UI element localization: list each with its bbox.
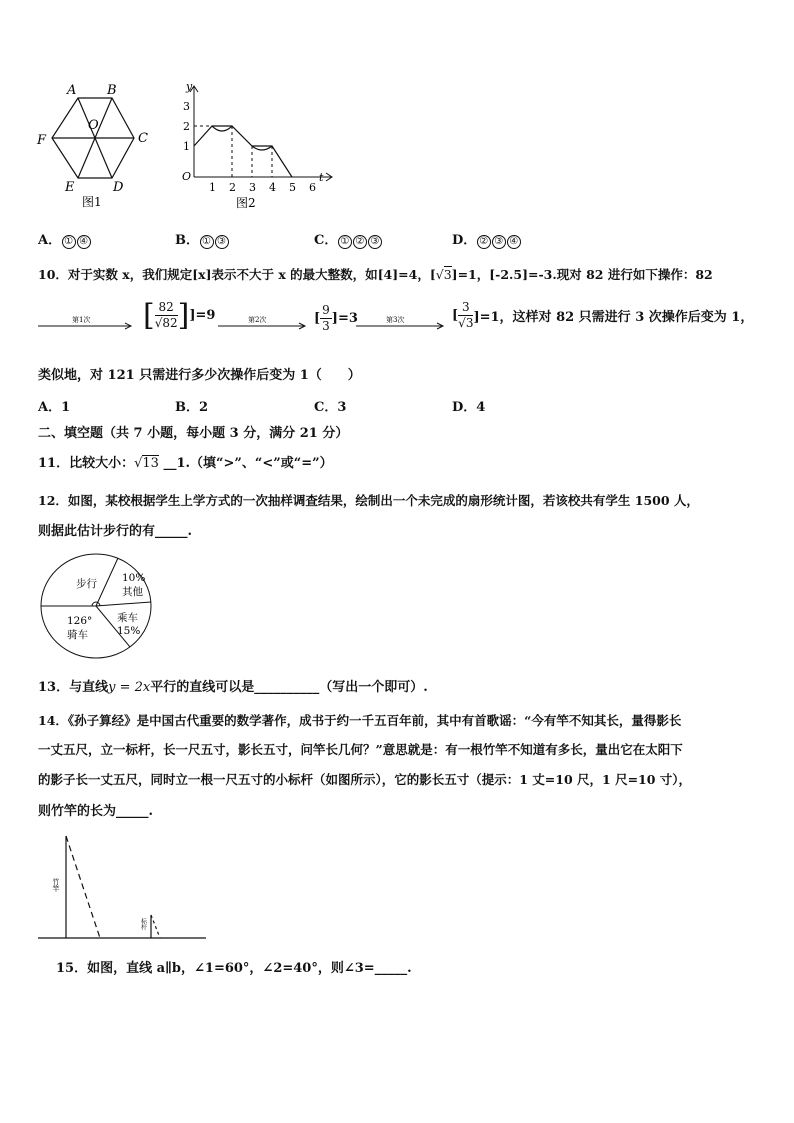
x-tick: 6 [309,181,316,194]
y-axis-label: y [186,80,193,93]
x-tick: 4 [269,181,276,194]
q10-line-1: 10．对于实数 x，我们规定[x]表示不大于 x 的最大整数，如[4]=4，[√3]=1，[-2.5]=-3.现对 82 进行如下操作：82 [38,267,713,282]
q10-line-3: 类似地，对 121 只需进行多少次操作后变为 1（ ） [38,368,361,383]
circled-mark: ③ [368,235,382,249]
label-bike-deg: 126° [67,615,93,627]
shadow-figure [36,830,211,942]
x-tick: 3 [249,181,256,194]
q9-option-c [314,229,382,249]
pole-label: 竹竿 [52,878,60,892]
label-walk: 步行 [76,578,97,590]
circled-mark: ③ [492,235,506,249]
step-arrow-3 [356,314,446,332]
pie-chart [38,551,158,666]
x-tick: 1 [209,181,216,194]
stick-label: 标杆 [139,918,147,930]
circled-mark: ④ [77,235,91,249]
q9-option-d [452,229,521,249]
step-arrow-2 [218,314,308,332]
label-o: O [88,118,99,133]
step-label: 第3次 [386,316,405,324]
x-axis-label: t [319,171,324,184]
label-f: F [37,133,47,148]
label-bus: 乘车 [117,612,138,624]
step-label: 第2次 [248,316,267,324]
circled-mark: ② [477,235,491,249]
circled-mark: ① [200,235,214,249]
label-bike: 骑车 [67,629,88,641]
stick-shadow-ray [151,915,160,938]
circled-mark: ③ [215,235,229,249]
label-other-pct: 10% [122,572,146,584]
option-letter: C． [314,233,338,248]
y-tick: 3 [183,100,190,113]
option-letter: A． [38,233,62,248]
q12-line-1: 12．如图，某校根据学生上学方式的一次抽样调查结果，绘制出一个未完成的扇形统计图，若该校共有学生 1500 人， [38,493,699,508]
q10-frac-3: [ $\frac{3}{√3}$ ]=1，这样对 82 只需进行 3 次操作后变为 1， [452,300,754,330]
q14-line-2: 一丈五尺，立一标杆，长一尺五寸，影长五寸，问竿长几何？”意思就是：有一根竹竿不知道有多长，量出它在太阳下 [38,742,683,757]
x-tick: 5 [289,181,296,194]
step-label: 第1次 [72,316,91,324]
circled-mark: ① [62,235,76,249]
q12-line-2: 则据此估计步行的有_____. [38,524,193,539]
q10-option-c: C．3 [314,400,347,415]
y-tick: 2 [183,120,190,133]
x-tick: 2 [229,181,236,194]
label-bus-pct: 15% [117,625,141,637]
step-arrow-1 [38,314,134,332]
sector-boundary [96,602,151,606]
origin-label: O [182,170,192,183]
label-b: B [107,83,117,98]
circled-mark: ① [338,235,352,249]
q10-option-d: D．4 [452,400,486,415]
figure-2-graph [172,80,337,215]
label-e: E [65,180,75,195]
q10-frac-1: [ $\frac{82}{√82}$ ]]=9 [143,297,216,333]
y-tick: 1 [183,140,190,153]
circled-mark: ② [353,235,367,249]
label-a: A [67,83,77,98]
label-d: D [113,180,124,195]
q9-option-b [175,229,229,249]
q10-frac-2: [ $\frac{9}{3}$ ]=3 [314,303,358,333]
q10-option-a: A．1 [38,400,71,415]
sector-boundary [96,558,118,606]
figure-1-hexagon [30,78,160,213]
label-other: 其他 [122,586,143,598]
q14-line-1: 14．《孙子算经》是中国古代重要的数学著作，成书于约一千五百年前，其中有首歌谣：“今有竿不知其长，量得影长 [38,713,682,728]
q14-line-3: 的影子长一丈五尺，同时立一根一尺五寸的小标杆（如图所示），它的影长五寸（提示：1 丈=10 尺，1 尺=10 寸）， [38,772,692,787]
q9-option-a [38,229,91,249]
figure-1-caption: 图1 [82,195,102,209]
equation: y = 2x [108,680,151,695]
option-letter: B． [175,233,199,248]
sqrt-radicand: 3 [443,267,452,282]
q14-line-4: 则竹竿的长为_____. [38,804,154,819]
q13: 13．与直线y = 2x平行的直线可以是__________（写出一个即可）. [38,680,428,695]
option-letter: D． [452,233,477,248]
q11: 11．比较大小：√13 __1.（填“>”、“<”或“=”） [38,456,333,471]
label-c: C [138,131,148,146]
section-2-heading: 二、填空题（共 7 小题，每小题 3 分，满分 21 分） [38,426,349,441]
bamboo-shadow-ray [66,836,100,938]
circled-mark: ④ [507,235,521,249]
q10-option-b: B．2 [175,400,209,415]
q15: 15．如图，直线 a∥b，∠1=60°，∠2=40°，则∠3=_____. [56,961,412,976]
figure-2-caption: 图2 [236,196,256,210]
